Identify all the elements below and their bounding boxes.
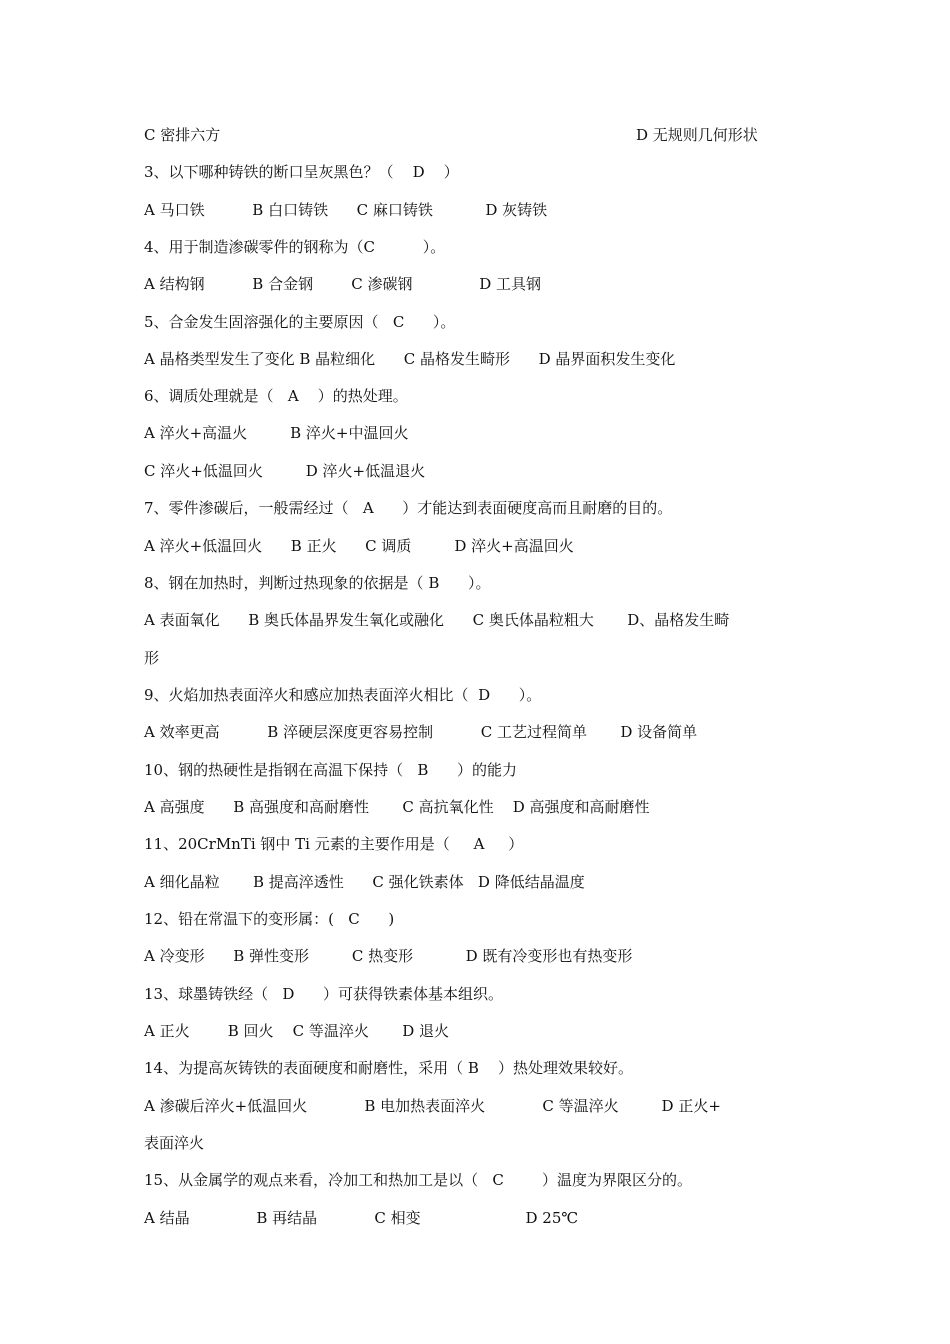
- options-14-cont: 表面淬火: [144, 1134, 205, 1152]
- options-10: A 高强度 B 高强度和高耐磨性 C 高抗氧化性 D 高强度和高耐磨性: [144, 798, 650, 816]
- options-8-cont: 形: [144, 649, 160, 667]
- options-14: A 渗碳后淬火+低温回火 B 电加热表面淬火 C 等温淬火 D 正火+: [144, 1097, 721, 1115]
- question-10: 10、钢的热硬性是指钢在高温下保持（ B ）的能力: [144, 761, 518, 779]
- question-5: 5、合金发生固溶强化的主要原因（ C ）。: [144, 313, 456, 331]
- question-3: 3、以下哪种铸铁的断口呈灰黑色？（ D ）: [144, 163, 459, 181]
- question-13: 13、球墨铸铁经（ D ）可获得铁素体基本组织。: [144, 985, 504, 1003]
- question-11: 11、20CrMnTi 钢中 Ti 元素的主要作用是（ A ）: [144, 835, 524, 853]
- question-6: 6、调质处理就是（ A ）的热处理。: [144, 387, 408, 405]
- options-15: A 结晶 B 再结晶 C 相变 D 25℃: [144, 1209, 579, 1227]
- options-6-a: A 淬火+高温火 B 淬火+中温回火: [144, 424, 409, 442]
- question-9: 9、火焰加热表面淬火和感应加热表面淬火相比（ D ）。: [144, 686, 542, 704]
- option-line-d: D 无规则几何形状: [636, 126, 758, 144]
- question-8: 8、钢在加热时，判断过热现象的依据是（ B ）。: [144, 574, 491, 592]
- question-4: 4、用于制造渗碳零件的钢称为（C ）。: [144, 238, 446, 256]
- question-14: 14、为提高灰铸铁的表面硬度和耐磨性，采用（ B ）热处理效果较好。: [144, 1059, 633, 1077]
- options-8: A 表面氧化 B 奥氏体晶界发生氧化或融化 C 奥氏体晶粒粗大 D、晶格发生畸: [144, 611, 730, 629]
- option-line-c: C 密排六方: [144, 126, 221, 144]
- options-5: A 晶格类型发生了变化 B 晶粒细化 C 晶格发生畸形 D 晶界面积发生变化: [144, 350, 676, 368]
- options-9: A 效率更高 B 淬硬层深度更容易控制 C 工艺过程简单 D 设备简单: [144, 723, 698, 741]
- question-7: 7、零件渗碳后，一般需经过（ A ）才能达到表面硬度高而且耐磨的目的。: [144, 499, 673, 517]
- options-3: A 马口铁 B 白口铸铁 C 麻口铸铁 D 灰铸铁: [144, 201, 548, 219]
- options-7: A 淬火+低温回火 B 正火 C 调质 D 淬火+高温回火: [144, 537, 574, 555]
- options-4: A 结构钢 B 合金钢 C 渗碳钢 D 工具钢: [144, 275, 542, 293]
- options-12: A 冷变形 B 弹性变形 C 热变形 D 既有冷变形也有热变形: [144, 947, 633, 965]
- options-11: A 细化晶粒 B 提高淬透性 C 强化铁素体 D 降低结晶温度: [144, 873, 585, 891]
- question-15: 15、从金属学的观点来看，冷加工和热加工是以（ C ）温度为界限区分的。: [144, 1171, 693, 1189]
- question-12: 12、铅在常温下的变形属：( C ): [144, 910, 395, 928]
- options-6-b: C 淬火+低温回火 D 淬火+低温退火: [144, 462, 426, 480]
- options-13: A 正火 B 回火 C 等温淬火 D 退火: [144, 1022, 450, 1040]
